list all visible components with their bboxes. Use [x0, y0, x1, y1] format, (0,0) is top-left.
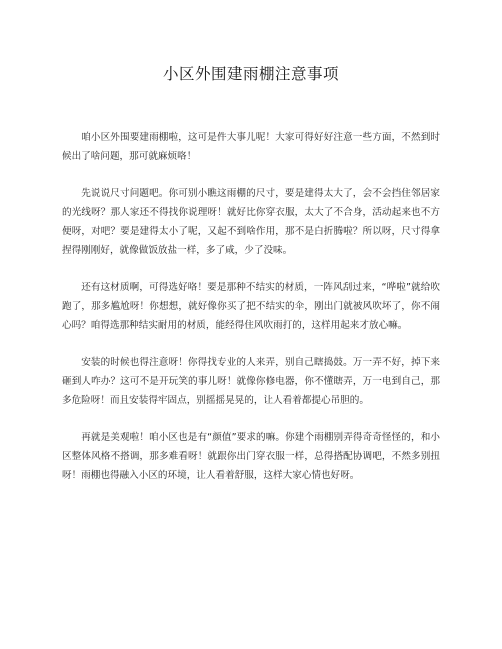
paragraph-size: 先说说尺寸问题吧。你可别小瞧这雨棚的尺寸，要是建得太大了，会不会挡住邻居家的光线呀？那人家还不得找你说理呀！就好比你穿衣服，太大了不合身，活动起来也不方便呀，对吧？要是建得太小了呢，又起不到啥作用，那不是白折腾啦？所以呀，尺寸得拿捏得刚刚好，就像做饭放盐一样，多了咸，少了没味。 — [62, 188, 440, 256]
paragraph-intro: 咱小区外围要建雨棚啦，这可是件大事儿呢！大家可得好好注意一些方面，不然到时候出了啥问题，那可就麻烦咯！ — [62, 132, 440, 162]
paragraph-material: 还有这材质啊，可得选好咯！要是那种不结实的材质，一阵风刮过来，“哗啦”就给吹跑了，那多尴尬呀！你想想，就好像你买了把不结实的伞，刚出门就被风吹坏了，你不闹心吗？咱得选那种结实耐用的材质，能经得住风吹雨打的，这样用起来才放心嘛。 — [62, 282, 440, 331]
document-title: 小区外围建雨棚注意事项 — [162, 65, 339, 83]
paragraph-installation: 安装的时候也得注意呀！你得找专业的人来弄，别自己瞎捣鼓。万一弄不好，掉下来砸到人咋办？这可不是开玩笑的事儿呀！就像你修电器，你不懂瞎弄，万一电到自己，那多危险呀！而且安装得牢固点，别摇摇晃晃的，让人看着都提心吊胆的。 — [62, 357, 440, 406]
paragraph-appearance: 再就是美观啦！咱小区也是有“颜值”要求的嘛。你建个雨棚别弄得奇奇怪怪的，和小区整体风格不搭调，那多难看呀！就跟你出门穿衣服一样，总得搭配协调吧，不然多别扭呀！雨棚也得融入小区的环境，让人看着舒服，这样大家心情也好呀。 — [62, 432, 440, 481]
